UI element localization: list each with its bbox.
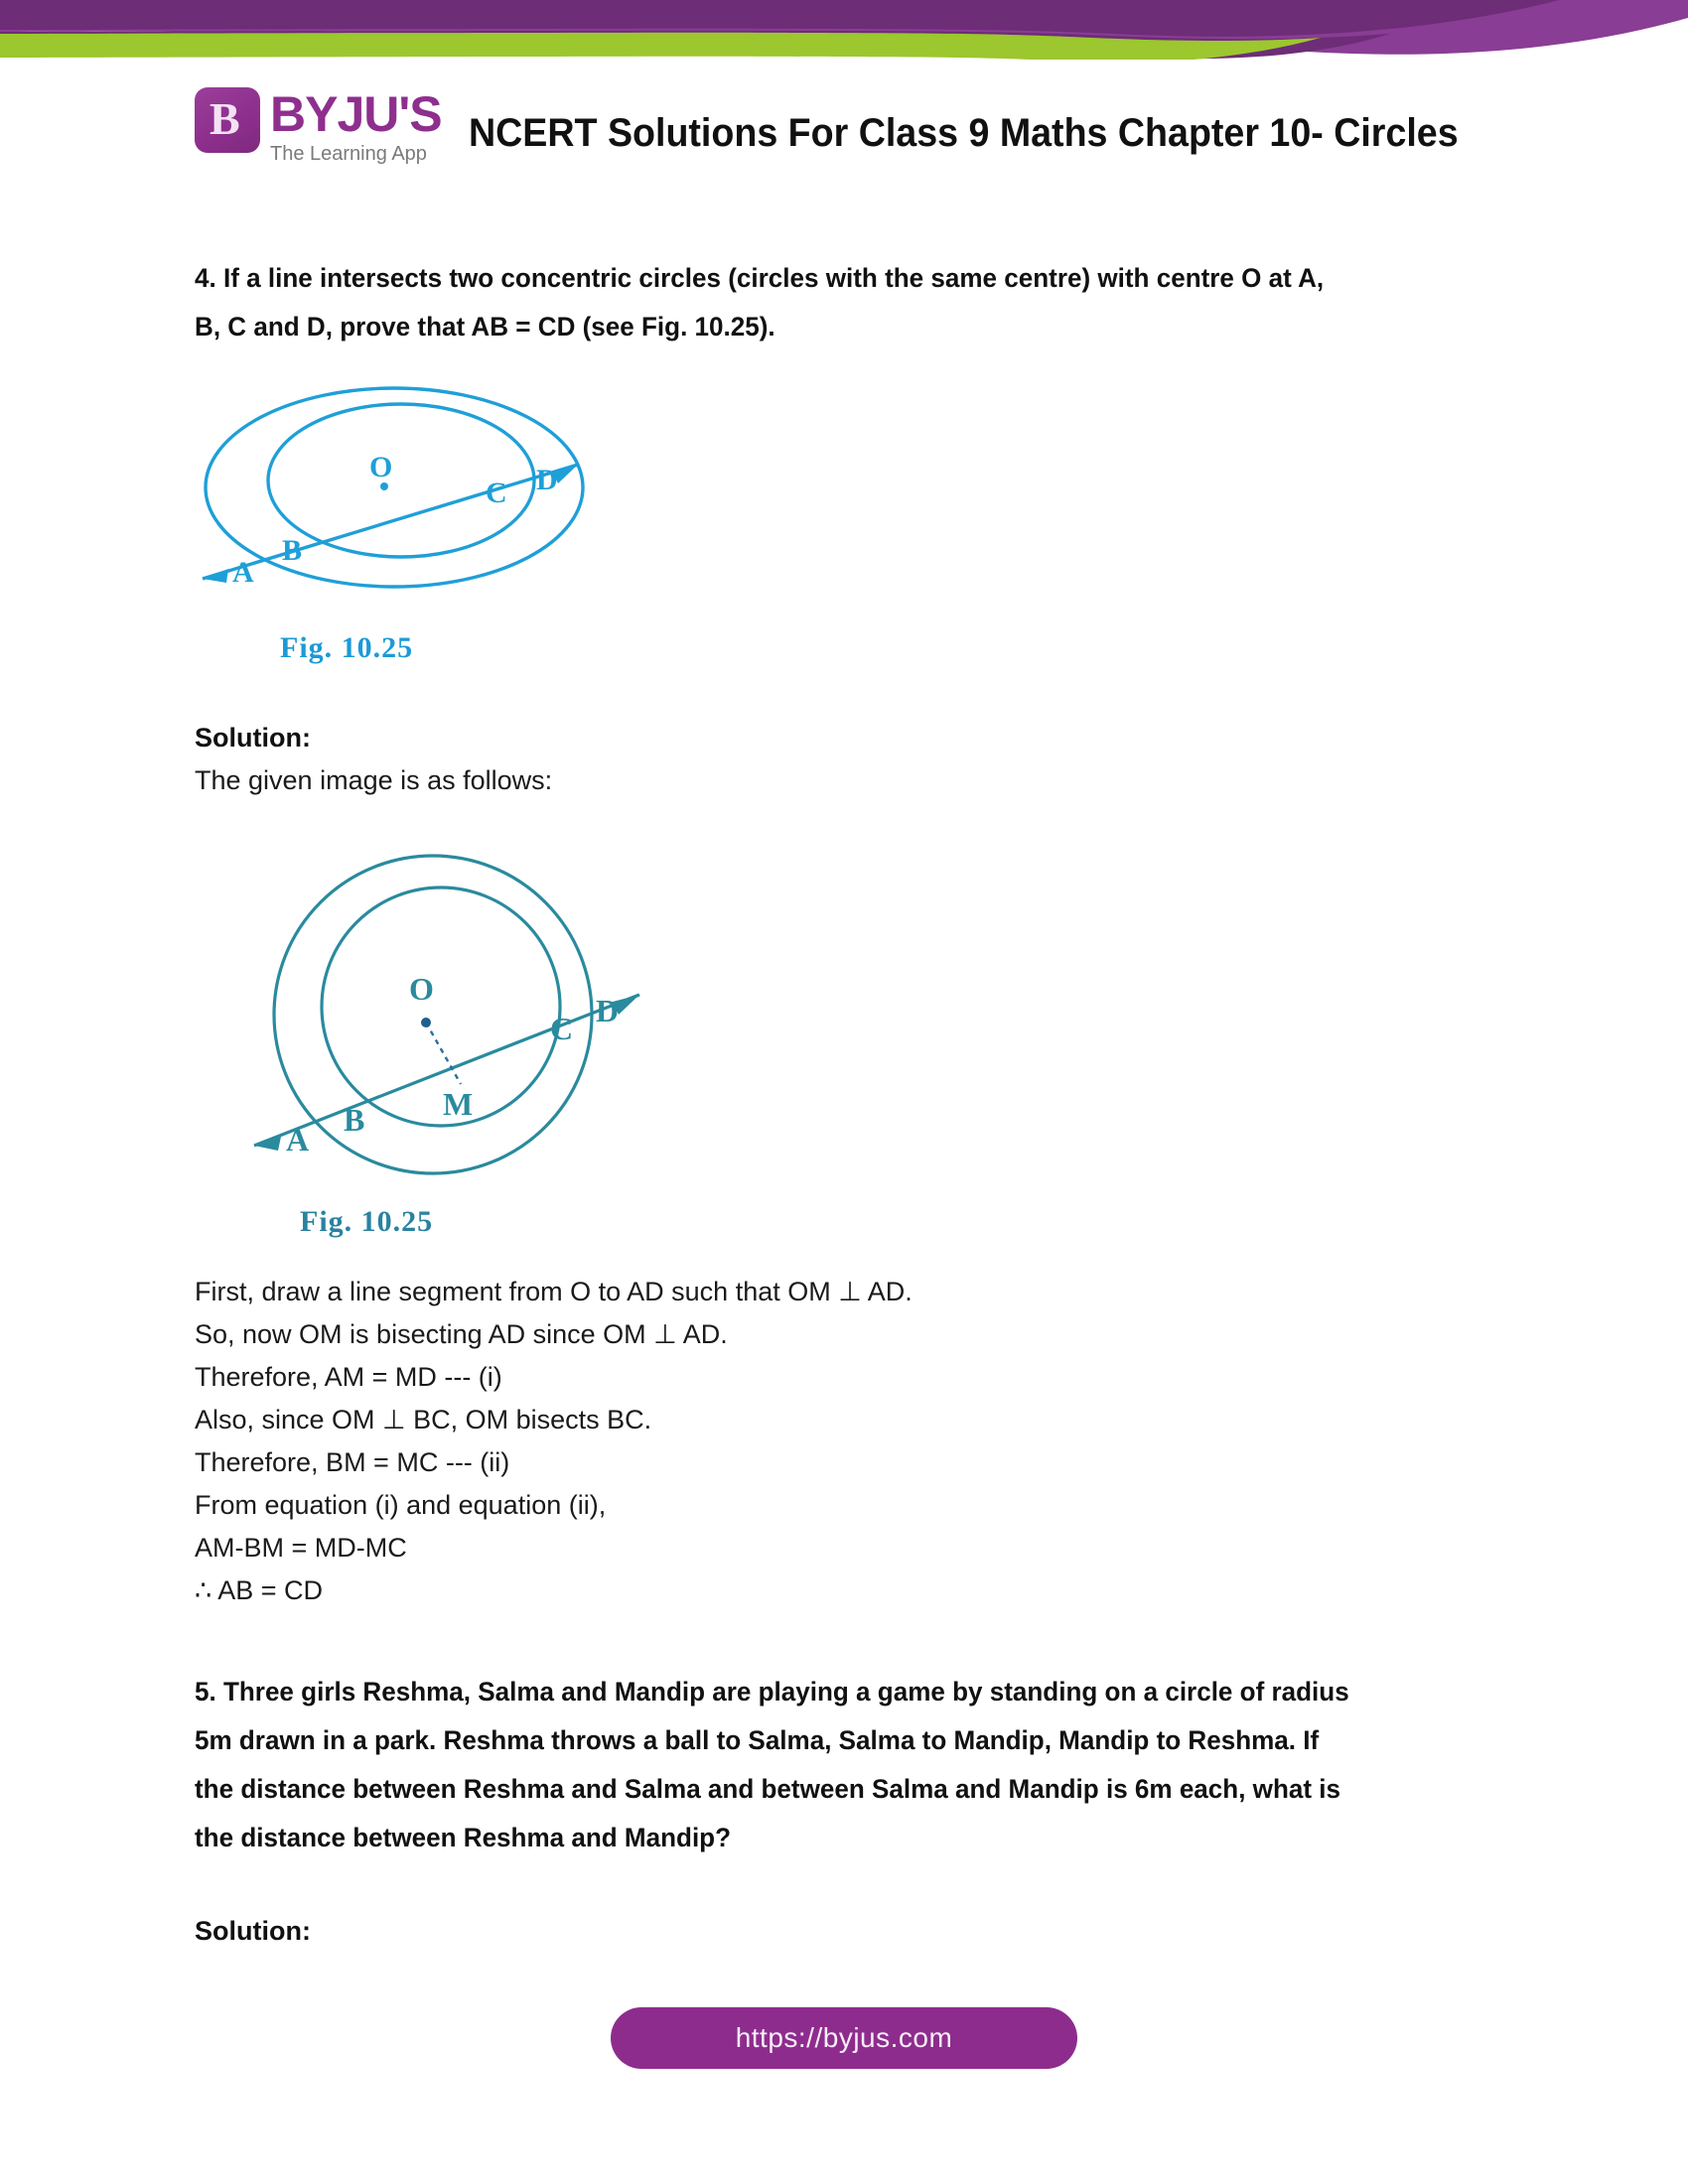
figure-1-caption: Fig. 10.25 xyxy=(280,631,414,664)
given-image-text: The given image is as follows: xyxy=(195,765,553,795)
byjus-url-button[interactable] xyxy=(611,2007,1077,2069)
question-5-line-3: the distance between Reshma and Salma and between Salma and Mandip is 6m each, what is xyxy=(195,1774,1341,1804)
figure-2-label-A: A xyxy=(286,1122,310,1158)
inner-circle-shape xyxy=(322,887,560,1126)
figure-1-label-A: A xyxy=(232,556,254,589)
figure-10-25-solution xyxy=(234,836,751,1253)
figure-2-label-O: O xyxy=(409,971,434,1007)
page-title: NCERT Solutions For Class 9 Maths Chapter 10- Circles xyxy=(469,111,1459,155)
proof-step: First, draw a line segment from O to AD such that OM ⊥ AD. xyxy=(195,1277,913,1306)
figure-2-label-M: M xyxy=(443,1086,474,1122)
logo-tagline: The Learning App xyxy=(270,143,427,165)
figure-2-label-B: B xyxy=(344,1102,365,1138)
solution-label-5: Solution: xyxy=(195,1916,311,1946)
question-4 xyxy=(195,254,1495,351)
solution-block-5 xyxy=(195,1910,1495,1953)
figure-10-25-given xyxy=(181,373,737,671)
logo-wordmark-block xyxy=(270,87,442,165)
proof-step: AM-BM = MD-MC xyxy=(195,1533,407,1563)
centre-point-dot xyxy=(421,1018,431,1027)
logo-b-letter: B xyxy=(210,93,240,144)
proof-step: So, now OM is bisecting AD since OM ⊥ AD. xyxy=(195,1319,728,1349)
byjus-logo-mark-icon xyxy=(195,87,260,153)
figure-2-label-C: C xyxy=(550,1011,574,1046)
proof-step: Therefore, BM = MC --- (ii) xyxy=(195,1447,510,1477)
arrowhead-left-icon xyxy=(203,569,228,583)
figure-2-label-D: D xyxy=(596,993,620,1028)
question-5 xyxy=(195,1668,1495,1862)
solution-block-4 xyxy=(195,717,1495,802)
document-content xyxy=(195,254,1495,1953)
byjus-logo xyxy=(195,87,442,165)
figure-1-label-B: B xyxy=(282,534,303,567)
byjus-url-label: https://byjus.com xyxy=(735,2022,953,2053)
question-4-line-1: 4. If a line intersects two concentric circles (circles with the same centre) with centre O at A, xyxy=(195,263,1325,293)
figure-1-label-D: D xyxy=(536,464,558,496)
figure-1-label-O: O xyxy=(369,451,393,483)
figure-2-caption: Fig. 10.25 xyxy=(300,1205,434,1238)
question-5-line-4: the distance between Reshma and Mandip? xyxy=(195,1823,732,1852)
figure-1-drawing xyxy=(181,373,737,631)
question-4-line-2: B, C and D, prove that AB = CD (see Fig. 10.25). xyxy=(195,312,775,341)
proof-step: Also, since OM ⊥ BC, OM bisects BC. xyxy=(195,1405,652,1434)
question-5-line-1: 5. Three girls Reshma, Salma and Mandip are playing a game by standing on a circle of radius xyxy=(195,1677,1349,1706)
proof-step: ∴ AB = CD xyxy=(195,1575,323,1605)
logo-wordmark: BYJU'S xyxy=(270,86,442,142)
proof-steps xyxy=(195,1271,1495,1612)
question-5-line-2: 5m drawn in a park. Reshma throws a ball to Salma, Salma to Mandip, Mandip to Reshma. If xyxy=(195,1725,1320,1755)
solution-label: Solution: xyxy=(195,723,311,752)
header-banner xyxy=(0,0,1688,60)
proof-step: From equation (i) and equation (ii), xyxy=(195,1490,607,1520)
proof-step: Therefore, AM = MD --- (i) xyxy=(195,1362,502,1392)
figure-1-label-C: C xyxy=(486,477,507,509)
